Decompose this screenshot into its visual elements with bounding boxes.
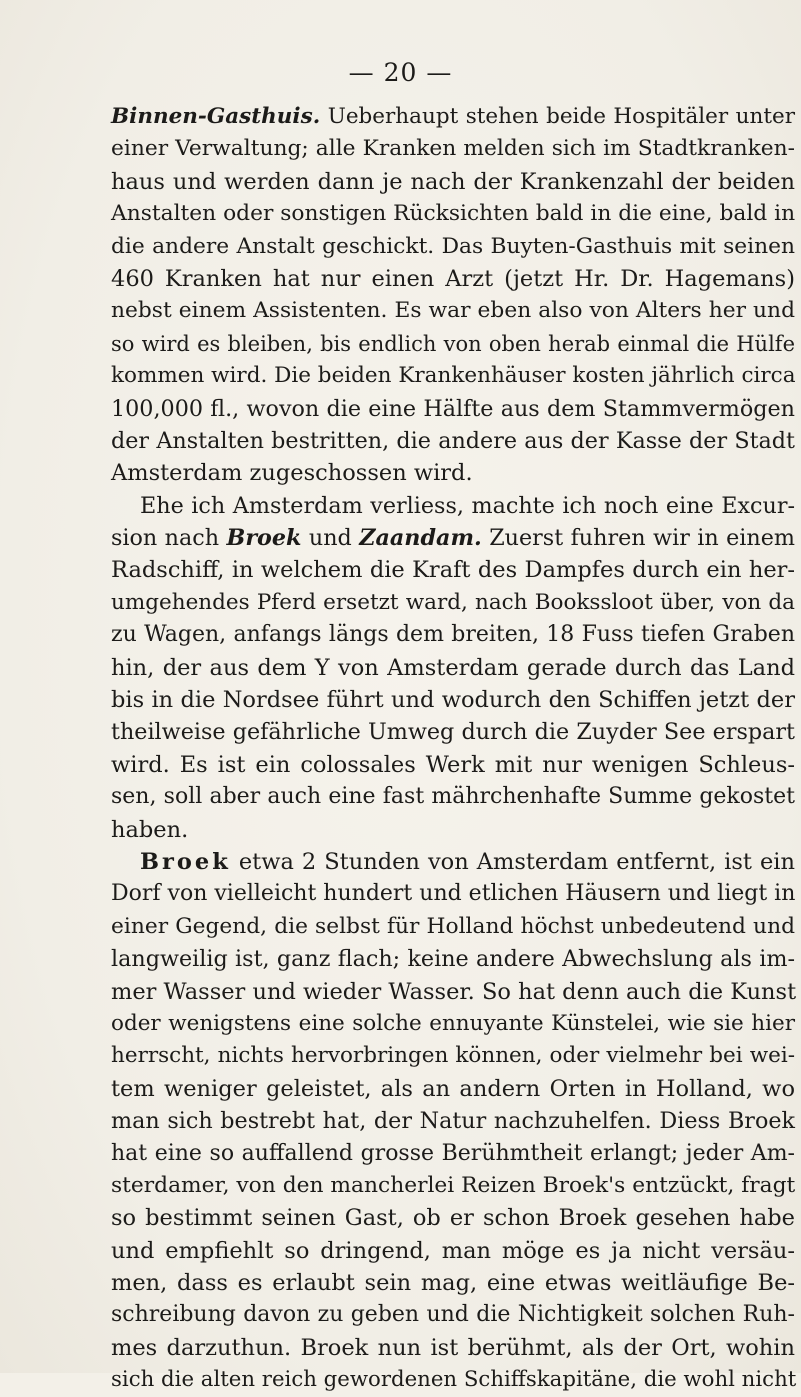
text-line: Binnen-Gasthuis. Ueberhaupt stehen beide Hospitäler unter	[111, 104, 795, 129]
text-line: theilweise gefährliche Umweg durch die Zuyder See erspart	[111, 719, 795, 746]
text-line: so bestimmt seinen Gast, ob er schon Broek gesehen habe	[111, 1205, 795, 1232]
text-line: wird. Es ist ein colossales Werk mit nur wenigen Schleus-	[111, 751, 795, 778]
text-line: der Anstalten bestritten, die andere aus der Kasse der Stadt	[111, 427, 795, 454]
text-line: kommen wird. Die beiden Krankenhäuser kosten jährlich circa	[111, 363, 796, 389]
text-line: einer Verwaltung; alle Kranken melden sich im Stadtkranken-	[111, 136, 795, 162]
text-line: einer Gegend, die selbst für Holland höchst unbedeutend und	[111, 913, 795, 939]
text-line: und empfiehlt so dringend, man möge es ja nicht versäu-	[111, 1237, 795, 1264]
text-line: Anstalten oder sonstigen Rücksichten bald in die eine, bald in	[111, 201, 796, 227]
text-line: man sich bestrebt hat, der Natur nachzuhelfen. Diess Broek	[111, 1108, 795, 1135]
text-line: Broek etwa 2 Stunden von Amsterdam entfernt, ist ein	[140, 848, 795, 875]
text-line: 100,000 fl., wovon die eine Hälfte aus dem Stammvermögen	[111, 395, 795, 422]
text-line: haus und werden dann je nach der Krankenzahl der beiden	[111, 168, 795, 195]
text-line: so wird es bleiben, bis endlich von oben herab einmal die Hülfe	[111, 331, 795, 356]
body-text	[111, 101, 795, 1397]
text-line: umgehendes Pferd ersetzt ward, nach Bookssloot über, von da	[111, 589, 795, 615]
text-line: haben.	[111, 816, 189, 843]
text-line: men, dass es erlaubt sein mag, eine etwas weitläufige Be-	[111, 1270, 795, 1297]
text-line: bis in die Nordsee führt und wodurch den Schiffen jetzt der	[111, 687, 795, 714]
page-number: — 20 —	[348, 58, 453, 87]
text-line: Ehe ich Amsterdam verliess, machte ich noch eine Excur-	[140, 492, 795, 519]
text-line: mes darzuthun. Broek nun ist berühmt, als der Ort, wohin	[111, 1334, 795, 1361]
text-line: sen, soll aber auch eine fast mährchenhafte Summe gekostet	[111, 784, 795, 810]
text-line: die andere Anstalt geschickt. Das Buyten-Gasthuis mit seinen	[111, 233, 795, 259]
text-line: Dorf von vielleicht hundert und etlichen Häusern und liegt in	[111, 881, 796, 907]
text-line: schreibung davon zu geben und die Nichtigkeit solchen Ruh-	[111, 1302, 795, 1328]
text-line: hat eine so auffallend grosse Berühmtheit erlangt; jeder Am-	[111, 1140, 795, 1166]
text-line: sterdamer, von den mancherlei Reizen Broek's entzückt, fragt	[111, 1172, 796, 1198]
text-line: sion nach Broek und Zaandam. Zuerst fuhren wir in einem	[111, 525, 796, 552]
text-line: nebst einem Assistenten. Es war eben also von Alters her und	[111, 298, 795, 324]
text-line: tem weniger geleistet, als an andern Orten in Holland, wo	[111, 1075, 795, 1102]
text-line: oder wenigstens eine solche ennuyante Künstelei, wie sie hier	[111, 1010, 795, 1036]
text-line: sich die alten reich gewordenen Schiffskapitäne, die wohl nicht	[111, 1367, 797, 1393]
text-line: Radschiff, in welchem die Kraft des Dampfes durch ein her-	[111, 557, 795, 584]
text-line: langweilig ist, ganz flach; keine andere Abwechslung als im-	[111, 946, 795, 973]
text-line: Amsterdam zugeschossen wird.	[111, 460, 473, 487]
text-line: herrscht, nichts hervorbringen können, oder vielmehr bei wei-	[111, 1043, 795, 1069]
text-line: hin, der aus dem Y von Amsterdam gerade durch das Land	[111, 654, 795, 681]
text-line: zu Wagen, anfangs längs dem breiten, 18 Fuss tiefen Graben	[111, 622, 795, 648]
text-line: mer Wasser und wieder Wasser. So hat denn auch die Kunst	[111, 978, 797, 1005]
text-line: 460 Kranken hat nur einen Arzt (jetzt Hr. Dr. Hagemans)	[111, 265, 795, 292]
